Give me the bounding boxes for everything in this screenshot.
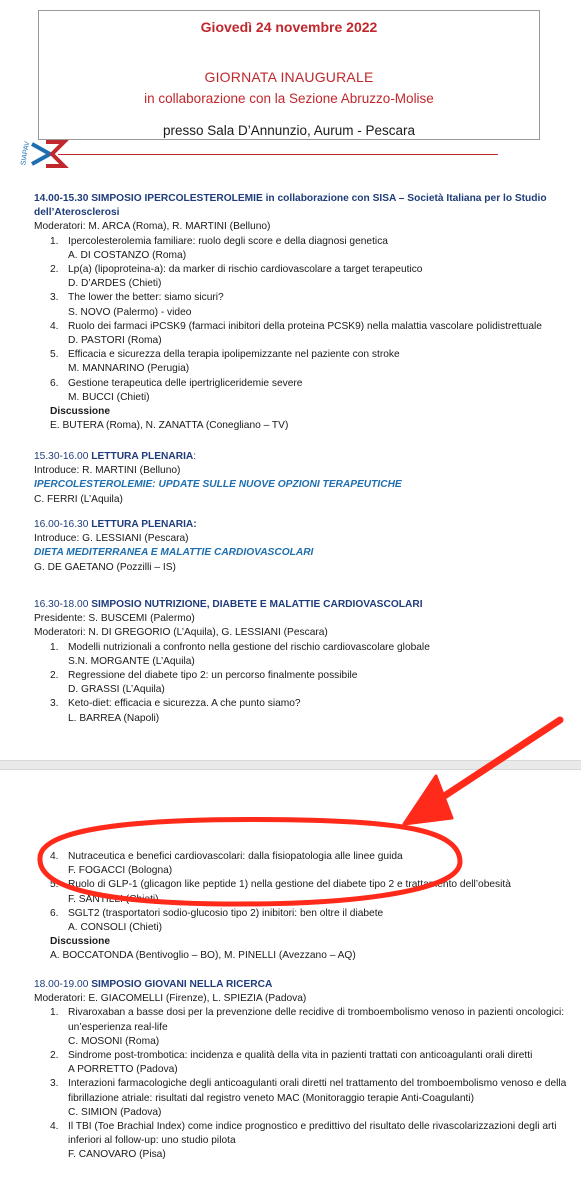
introducer: Introduce: G. LESSIANI (Pescara) — [34, 533, 189, 545]
session-heading: 16.00-16.30 LETTURA PLENARIA: — [34, 519, 197, 530]
talk-number: 1. — [50, 235, 59, 247]
discussion-label: Discussione — [50, 936, 111, 948]
talk-speaker: F. FOGACCI (Bologna) — [68, 865, 173, 877]
talk-title: Ipercolesterolemia familiare: ruolo degli score e della diagnosi genetica — [68, 235, 388, 247]
talk-speaker: S. NOVO (Palermo) - video — [68, 306, 192, 318]
talk-item — [34, 878, 574, 892]
session-lettura-1 — [34, 450, 574, 507]
event-date: Giovedì 24 novembre 2022 — [200, 19, 378, 35]
event-venue: presso Sala D’Annunzio, Aurum - Pescara — [162, 123, 416, 138]
talk-number: 5. — [50, 879, 59, 891]
talk-title: The lower the better: siamo sicuri? — [68, 292, 224, 304]
talk-speaker: D. GRASSI (L’Aquila) — [68, 684, 165, 696]
event-subtitle: in collaborazione con la Sezione Abruzzo-Molise — [144, 91, 434, 106]
talk-item — [34, 697, 574, 711]
session-heading: 15.30-16.00 LETTURA PLENARIA: — [34, 451, 197, 462]
talk-number: 1. — [50, 641, 59, 653]
talk-number: 4. — [50, 851, 59, 862]
moderators: Moderatori: E. GIACOMELLI (Firenze), L. SPIEZIA (Padova) — [34, 993, 307, 1005]
talk-speaker: S.N. MORGANTE (L’Aquila) — [68, 655, 195, 667]
talk-title: Ruolo dei farmaci iPCSK9 (farmaci inibitori della proteina PCSK9) nella malattia vascolare polidistrettuale — [68, 320, 542, 332]
talk-item — [34, 1049, 574, 1063]
session-nutrizione — [34, 598, 574, 726]
event-title: GIORNATA INAUGURALE — [204, 69, 374, 85]
talk-item — [34, 907, 574, 921]
session-heading: 18.00-19.00 SIMPOSIO GIOVANI NELLA RICERCA — [34, 979, 273, 990]
talk-number: 5. — [50, 349, 59, 361]
lecture-topic: IPERCOLESTEROLEMIE: UPDATE SULLE NUOVE OPZIONI TERAPEUTICHE — [34, 479, 402, 491]
talk-title: Interazioni farmacologiche degli anticoagulanti orali diretti nel trattamento del tromboembolismo venoso e della fibrillazione atriale: risultati dal registro veneto MAC (Monitoraggio terapie Anti-Coagulanti) — [68, 1078, 567, 1104]
talk-list — [34, 850, 574, 935]
header-box — [38, 10, 540, 140]
talk-title: Nutraceutica e benefici cardiovascolari: dalla fisiopatologia alle linee guida — [68, 851, 403, 862]
lecture-topic: DIETA MEDITERRANEA E MALATTIE CARDIOVASCOLARI — [34, 547, 314, 559]
page-separator — [0, 760, 581, 770]
moderators: Moderatori: M. ARCA (Roma), R. MARTINI (Belluno) — [34, 221, 271, 233]
lecturer: C. FERRI (L’Aquila) — [34, 493, 123, 505]
talk-item — [34, 377, 574, 391]
talk-speaker: A PORRETTO (Padova) — [68, 1064, 178, 1076]
talk-speaker: C. MOSONI (Roma) — [68, 1035, 160, 1047]
talk-title: Efficacia e sicurezza della terapia ipolipemizzante nel paziente con stroke — [68, 349, 400, 361]
talk-number: 3. — [50, 698, 59, 710]
talk-title: Regressione del diabete tipo 2: un percorso finalmente possibile — [68, 670, 358, 682]
moderators: Moderatori: N. DI GREGORIO (L’Aquila), G. LESSIANI (Pescara) — [34, 627, 328, 639]
session-heading-line2: dell’Aterosclerosi — [34, 207, 120, 219]
talk-title: SGLT2 (trasportatori sodio-glucosio tipo 2) inibitori: ben oltre il diabete — [68, 907, 384, 919]
talk-speaker: A. CONSOLI (Chieti) — [68, 922, 162, 934]
talk-title: Il TBI (Toe Brachial Index) come indice prognostico e predittivo del risultato delle rivascolarizzazioni degli arti inferiori al follow-up: uno studio pilota — [68, 1121, 557, 1147]
session-heading: 16.30-18.00 SIMPOSIO NUTRIZIONE, DIABETE E MALATTIE CARDIOVASCOLARI — [34, 599, 423, 610]
talk-item — [34, 1120, 574, 1148]
talk-number: 6. — [50, 907, 59, 919]
talk-title: Lp(a) (lipoproteina-a): da marker di rischio cardiovascolare a target terapeutico — [68, 264, 423, 276]
talk-title: Gestione terapeutica delle ipertrigliceridemie severe — [68, 377, 303, 389]
introducer: Introduce: R. MARTINI (Belluno) — [34, 465, 181, 477]
talk-item — [34, 263, 574, 277]
talk-item — [34, 641, 574, 655]
talk-speaker: L. BARREA (Napoli) — [68, 712, 160, 724]
talk-speaker: M. BUCCI (Chieti) — [68, 391, 150, 403]
talk-item — [34, 1006, 574, 1034]
talk-speaker: M. MANNARINO (Perugia) — [68, 363, 190, 375]
talk-title: Modelli nutrizionali a confronto nella gestione del rischio cardiovascolare globale — [68, 641, 430, 653]
talk-speaker: A. DI COSTANZO (Roma) — [68, 249, 187, 261]
talk-item — [34, 348, 574, 362]
discussion-label: Discussione — [50, 406, 111, 418]
header-rule — [58, 154, 498, 155]
talk-title: Keto-diet: efficacia e sicurezza. A che punto siamo? — [68, 698, 301, 710]
talk-number: 3. — [50, 1078, 59, 1090]
talk-speaker: F. SANTILLI (Chieti) — [68, 893, 159, 905]
talk-speaker: D. D’ARDES (Chieti) — [68, 278, 162, 290]
talk-number: 2. — [50, 670, 59, 682]
talk-item — [34, 669, 574, 683]
talk-list — [34, 641, 574, 726]
talk-title: Rivaroxaban a basse dosi per la prevenzione delle recidive di tromboembolismo venoso in pazienti oncologici: un’esperienza real-life — [68, 1007, 565, 1033]
session-heading: 14.00-15.30 SIMPOSIO IPERCOLESTEROLEMIE in collaborazione con SISA – Società Italiana per lo Studio — [34, 193, 547, 204]
talk-number: 1. — [50, 1007, 59, 1019]
lecturer: G. DE GAETANO (Pozzilli – IS) — [34, 561, 176, 573]
talk-list — [34, 235, 574, 405]
talk-item — [34, 235, 574, 249]
logo-text: SIAPAV — [20, 140, 32, 166]
talk-number: 2. — [50, 1050, 59, 1062]
talk-list — [34, 1006, 574, 1162]
talk-item — [34, 320, 574, 334]
talk-title: Ruolo di GLP-1 (glicagon like peptide 1) nella gestione del diabete tipo 2 e trattamento dell’obesità — [68, 879, 511, 891]
talk-number: 4. — [50, 320, 59, 332]
document-page-2 — [0, 770, 581, 1200]
talk-number: 3. — [50, 292, 59, 304]
discussion-people: A. BOCCATONDA (Bentivoglio – BO), M. PINELLI (Avezzano – AQ) — [50, 950, 356, 962]
president: Presidente: S. BUSCEMI (Palermo) — [34, 613, 195, 625]
session-ipercolesterolemie — [34, 192, 574, 433]
talk-item — [34, 1077, 574, 1105]
talk-number: 4. — [50, 1121, 59, 1133]
talk-item — [34, 850, 574, 864]
session-giovani — [34, 978, 574, 1163]
session-nutrizione-continued — [34, 850, 574, 964]
talk-speaker: F. CANOVARO (Pisa) — [68, 1149, 166, 1161]
session-lettura-2 — [34, 518, 574, 575]
discussion-people: E. BUTERA (Roma), N. ZANATTA (Conegliano – TV) — [50, 420, 289, 432]
talk-item — [34, 291, 574, 305]
talk-number: 6. — [50, 377, 59, 389]
talk-speaker: C. SIMION (Padova) — [68, 1106, 162, 1118]
talk-title: Sindrome post-trombotica: incidenza e qualità della vita in pazienti trattati con anticoagulanti orali diretti — [68, 1050, 533, 1062]
talk-number: 2. — [50, 264, 59, 276]
talk-speaker: D. PASTORI (Roma) — [68, 335, 162, 347]
